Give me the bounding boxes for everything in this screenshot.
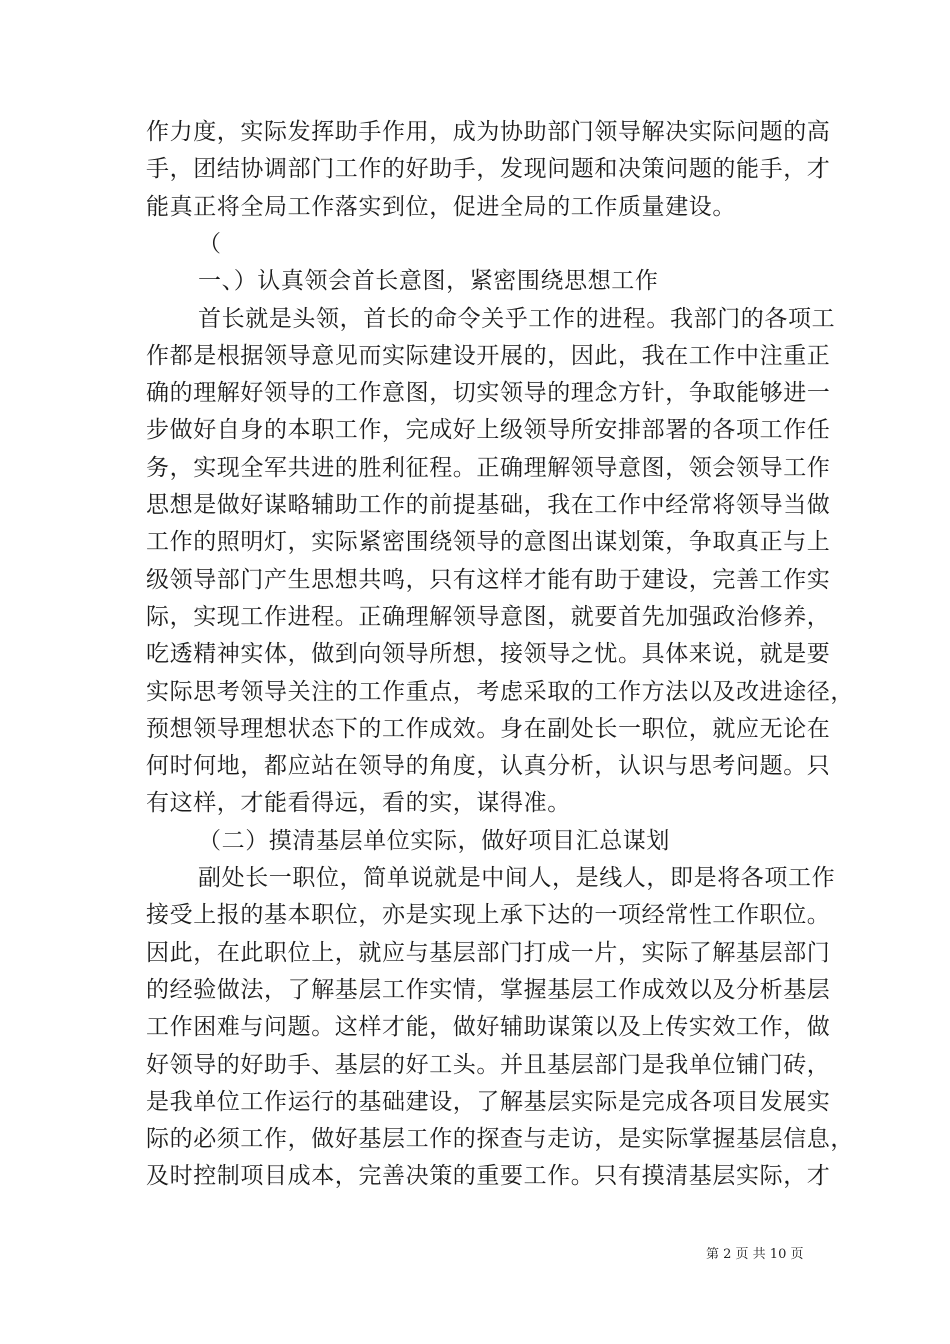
text-line: 思想是做好谋略辅助工作的前提基础，我在工作中经常将领导当做 [146, 492, 831, 518]
text-line: 手，团结协调部门工作的好助手，发现问题和决策问题的能手，才 [146, 156, 831, 183]
text-line: 及时控制项目成本，完善决策的重要工作。只有摸清基层实际，才 [146, 1163, 831, 1190]
text-line: 何时何地，都应站在领导的角度，认真分析，认识与思考问题。只 [146, 753, 831, 780]
text-line: 步做好自身的本职工作，完成好上级领导所安排部署的各项工作任 [146, 417, 831, 444]
text-line: 作力度，实际发挥助手作用，成为协助部门领导解决实际问题的高 [146, 119, 831, 145]
text-line: 确的理解好领导的工作意图，切实领导的理念方针，争取能够进一 [146, 380, 831, 407]
text-line: 有这样，才能看得远，看的实，谋得准。 [146, 790, 571, 817]
text-line: 作都是根据领导意见而实际建设开展的，因此，我在工作中注重正 [146, 342, 831, 369]
text-line: 务，实现全军共进的胜利征程。正确理解领导意图，领会领导工作 [146, 454, 831, 481]
page-number-footer: 第 2 页 共 10 页 [706, 1247, 804, 1262]
text-line: 级领导部门产生思想共鸣，只有这样才能有助于建设，完善工作实 [146, 566, 831, 593]
text-line: 因此，在此职位上，就应与基层部门打成一片，实际了解基层部门 [146, 939, 831, 966]
text-line: 好领导的好助手、基层的好工头。并且基层部门是我单位铺门砖， [146, 1051, 831, 1078]
text-line: 接受上报的基本职位，亦是实现上承下达的一项经常性工作职位。 [146, 902, 831, 929]
text-line: （二）摸清基层单位实际，做好项目汇总谋划 [198, 827, 670, 854]
text-line: 工作的照明灯，实际紧密围绕领导的意图出谋划策，争取真正与上 [146, 529, 831, 556]
text-line: 吃透精神实体，做到向领导所想，接领导之忧。具体来说，就是要 [146, 641, 831, 668]
text-line: 际，实现工作进程。正确理解领导意图，就要首先加强政治修养， [146, 603, 831, 630]
text-line: 一、）认真领会首长意图，紧密围绕思想工作 [198, 268, 659, 295]
text-line: 际的必须工作，做好基层工作的探查与走访，是实际掌握基层信息， [146, 1126, 854, 1153]
text-line: 副处长一职位，简单说就是中间人，是线人，即是将各项工作 [198, 865, 836, 891]
text-line: 工作困难与问题。这样才能，做好辅助谋策以及上传实效工作，做 [146, 1014, 831, 1041]
text-line: 实际思考领导关注的工作重点，考虑采取的工作方法以及改进途径， [146, 678, 854, 705]
text-line: 预想领导理想状态下的工作成效。身在副处长一职位，就应无论在 [146, 715, 831, 742]
text-line: 能真正将全局工作落实到位，促进全局的工作质量建设。 [146, 193, 736, 220]
text-line: 的经验做法，了解基层工作实情，掌握基层工作成效以及分析基层 [146, 976, 831, 1003]
text-line: （ [198, 230, 222, 257]
text-line: 是我单位工作运行的基础建设，了解基层实际是完成各项目发展实 [146, 1088, 831, 1115]
text-line: 首长就是头领，首长的命令关乎工作的进程。我部门的各项工 [198, 305, 836, 332]
